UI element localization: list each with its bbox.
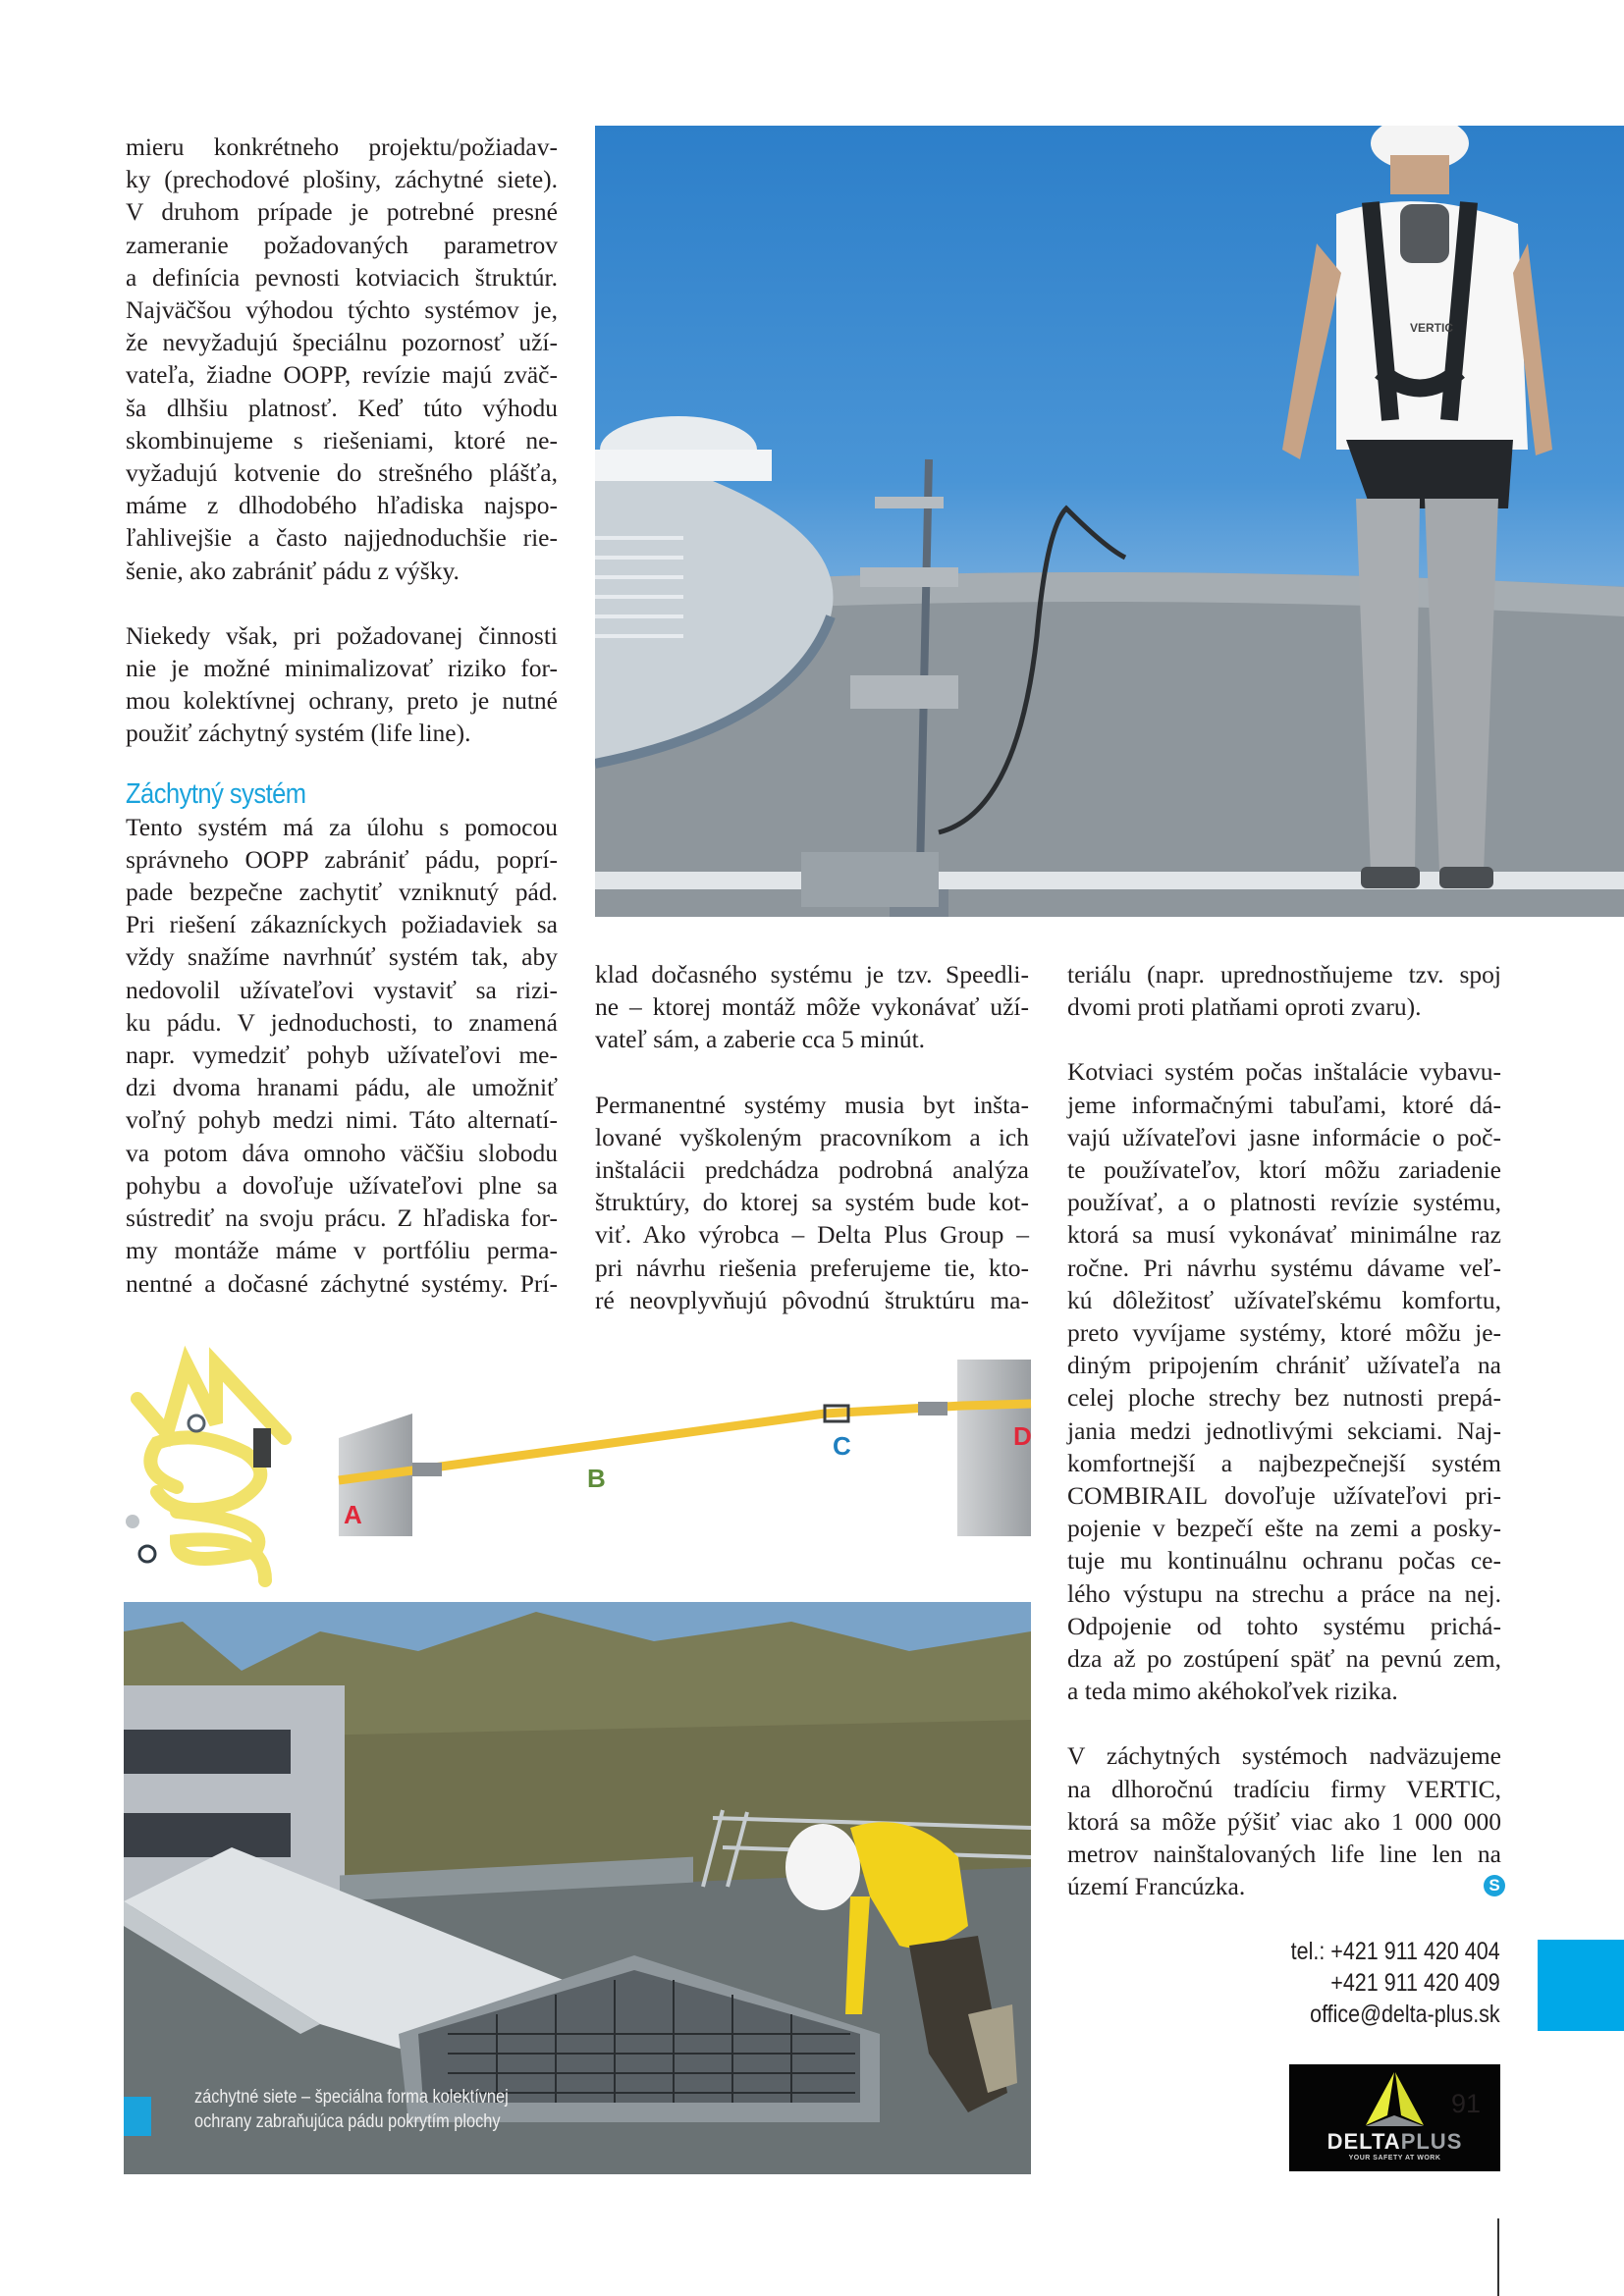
text-line: celej ploche strechy bez nutnosti prepá- [1067, 1383, 1501, 1413]
brand-wordmark [1289, 2131, 1500, 2153]
section-heading: Záchytný systém [126, 777, 306, 810]
text-line: ne – ktorej montáž môže vykonávať uží- [595, 992, 1029, 1022]
text-line: jeme informačnými tabuľami, ktoré dá- [1067, 1090, 1501, 1119]
text-line: ku pádu. V jednoduchosti, to znamená [126, 1007, 558, 1037]
text-line: mieru konkrétneho projektu/požiadav- [126, 133, 558, 161]
anchor-strap-diagram [118, 1345, 1060, 1600]
caption-line: záchytné siete – špeciálna forma kolektívnej [194, 2087, 509, 2108]
text-line: a teda mimo akéhokoľvek rizika. [1067, 1677, 1398, 1706]
text-line: lované vyškoleným pracovníkom a ich [595, 1122, 1029, 1151]
text-line: lého výstupu na strechu a práce na nej. [1067, 1578, 1501, 1608]
text-line: ľahlivejšie a často najjednoduchšie rie- [126, 523, 558, 553]
text-line: metrov nainštalovaných life line len na [1067, 1840, 1501, 1869]
text-line: va potom dáva omnoho väčšiu slobodu [126, 1138, 558, 1167]
contact-block [1257, 1936, 1500, 2030]
email-link[interactable]: office@delta-plus.sk [1310, 2001, 1500, 2028]
text-line: zameranie požadovaných parametrov [126, 230, 558, 259]
text-line: na dlhoročnú tradíciu firmy VERTIC, [1067, 1774, 1501, 1803]
page-edge-tab [1538, 1940, 1624, 2031]
text-line: vajú užívateľovi jasne informácie o poč- [1067, 1122, 1501, 1151]
text-line: Odpojenie od tohto systému prichá- [1067, 1611, 1501, 1640]
paragraph [595, 1089, 1029, 1316]
label-b: B [587, 1464, 606, 1493]
text-column-3 [1067, 958, 1501, 1902]
strap-illustration [118, 1345, 1060, 1600]
text-line: území Francúzka. [1067, 1872, 1246, 1901]
text-line: vateľa, žiadne OOPP, revízie majú zväč- [126, 360, 558, 390]
text-line: ša dlhšiu platnosť. Keď túto výhodu [126, 393, 558, 422]
svg-text:VERTIC: VERTIC [1410, 321, 1454, 335]
page-number-rule [1497, 2218, 1499, 2296]
phone-number[interactable]: tel.: +421 911 420 404 [1291, 1938, 1500, 1965]
paragraph [126, 811, 558, 1300]
page-number: 91 [1451, 2089, 1482, 2118]
text-line: my montáže máme v portfóliu perma- [126, 1236, 558, 1265]
text-line: diným pripojením chrániť užívateľa na [1067, 1351, 1501, 1380]
photo-illustration [595, 126, 1624, 917]
text-line: dvomi proti platňami oproti zvaru). [1067, 992, 1422, 1022]
text-line: preto vyvíjame systémy, ktoré môžu je- [1067, 1318, 1501, 1348]
text-line: kú dôležitosť užívateľskému komfortu, [1067, 1285, 1501, 1314]
text-line: pade bezpečne zachytiť vzniknutý pád. [126, 878, 558, 907]
paragraph [1067, 1055, 1501, 1707]
text-line: vyžadujú kotvenie do strešného plášťa, [126, 458, 558, 488]
brand-plus: PLUS [1400, 2129, 1463, 2154]
text-line: Niekedy však, pri požadovanej činnosti [126, 620, 558, 650]
text-line: klad dočasného systému je tzv. Speedli- [595, 960, 1029, 988]
text-line: nentné a dočasné záchytné systémy. Prí- [126, 1268, 558, 1298]
text-line: pojenie v bezpečí ešte na zemi a posky- [1067, 1514, 1501, 1543]
text-line: dzi dvoma hranami pádu, ale umožniť [126, 1073, 558, 1102]
text-line: jania medzi jednotlivými sekciami. Naj- [1067, 1415, 1501, 1445]
text-line: pohybu a dovoľuje užívateľovi plne sa [126, 1170, 558, 1200]
text-line: Tento systém má za úlohu s pomocou [126, 812, 558, 841]
text-line: vždy snažíme navrhnúť systém tak, aby [126, 942, 558, 972]
label-c: C [833, 1431, 851, 1461]
text-line: sústrediť na svoju prácu. Z hľadiska for- [126, 1203, 558, 1233]
phone-number[interactable]: +421 911 420 409 [1330, 1969, 1500, 1997]
text-line: teriálu (napr. uprednostňujeme tzv. spoj [1067, 960, 1501, 988]
text-line: šenie, ako zabrániť pádu z výšky. [126, 556, 460, 585]
photo-caption [194, 2085, 509, 2134]
text-line: tuje mu kontinuálnu ochranu počas ce- [1067, 1546, 1501, 1575]
brand-delta: DELTA [1326, 2129, 1401, 2154]
text-line: že nevyžadujú špeciálnu pozornosť uží- [126, 328, 558, 357]
brand-tagline: YOUR SAFETY AT WORK [1348, 2155, 1441, 2162]
text-line: inštalácii predchádza podrobná analýza [595, 1155, 1029, 1185]
text-column-1 [126, 131, 558, 1300]
end-mark-icon: S [1484, 1875, 1505, 1896]
caption-accent-square [124, 2097, 151, 2136]
caption-line: ochrany zabraňujúca pádu pokrytím plochy [194, 2111, 501, 2132]
text-line: voľný pohyb medzi nimi. Táto alternatí- [126, 1105, 558, 1135]
paragraph [1067, 958, 1501, 1023]
text-line: dza až po zostúpení späť na pevnú zem, [1067, 1644, 1501, 1674]
label-a: A [344, 1500, 362, 1529]
text-line: štruktúry, do ktorej sa systém bude kot- [595, 1188, 1029, 1217]
text-line: V záchytných systémoch nadväzujeme [1067, 1741, 1501, 1771]
text-line: viť. Ako výrobca – Delta Plus Group – [595, 1220, 1029, 1250]
text-line: pri návrhu riešenia preferujeme tie, kto- [595, 1253, 1029, 1282]
photo-worker-on-roof-lifeline [595, 126, 1624, 917]
text-line: správneho OOPP zabrániť pádu, poprí- [126, 844, 558, 874]
text-line: vateľ sám, a zaberie cca 5 minút. [595, 1025, 926, 1054]
text-line: Kotviaci systém počas inštalácie vybavu- [1067, 1057, 1501, 1087]
text-line: ky (prechodové plošiny, záchytné siete). [126, 165, 558, 194]
section-heading-wrap [126, 777, 558, 811]
text-line: mou kolektívnej ochrany, preto je nutné [126, 686, 558, 716]
paragraph [126, 131, 558, 587]
text-line: ktorá sa musí vykonávať minimálne raz [1067, 1220, 1501, 1250]
text-line: V druhom prípade je potrebné presné [126, 197, 558, 227]
paragraph [126, 619, 558, 750]
text-line: ročne. Pri návrhu systému dávame veľ- [1067, 1253, 1501, 1282]
text-line: skombinujeme s riešeniami, ktoré ne- [126, 425, 558, 454]
text-line: napr. vymedziť pohyb užívateľovi me- [126, 1041, 558, 1070]
label-d: D [1013, 1421, 1032, 1451]
paragraph [1067, 1739, 1501, 1902]
text-line: nedovolil užívateľovi vystaviť sa rizi- [126, 975, 558, 1004]
text-line: te používateľov, ktorí môžu zariadenie [1067, 1155, 1501, 1185]
text-line: Najväčšou výhodou týchto systémov je, [126, 295, 558, 325]
text-line: a definícia pevnosti kotviacich štruktúr. [126, 262, 558, 292]
text-line: Pri riešení zákazníckych požiadaviek sa [126, 910, 558, 939]
paragraph [595, 958, 1029, 1056]
text-line: máme z dlhodobého hľadiska najspo- [126, 491, 558, 520]
text-line: používať, a o platnosti revízie systému, [1067, 1188, 1501, 1217]
text-line: nie je možné minimalizovať riziko for- [126, 654, 558, 683]
text-line: komfortnejší a najbezpečnejší systém [1067, 1448, 1501, 1477]
text-line: ré neovplyvňujú pôvodnú štruktúru ma- [595, 1285, 1029, 1314]
text-column-2 [595, 958, 1029, 1316]
text-line: COMBIRAIL dovoľuje užívateľovi pri- [1067, 1481, 1501, 1511]
text-line: použiť záchytný systém (life line). [126, 719, 471, 748]
text-line: ktorá sa môže pýšiť viac ako 1 000 000 [1067, 1806, 1501, 1836]
text-line: Permanentné systémy musia byt inšta- [595, 1090, 1029, 1119]
